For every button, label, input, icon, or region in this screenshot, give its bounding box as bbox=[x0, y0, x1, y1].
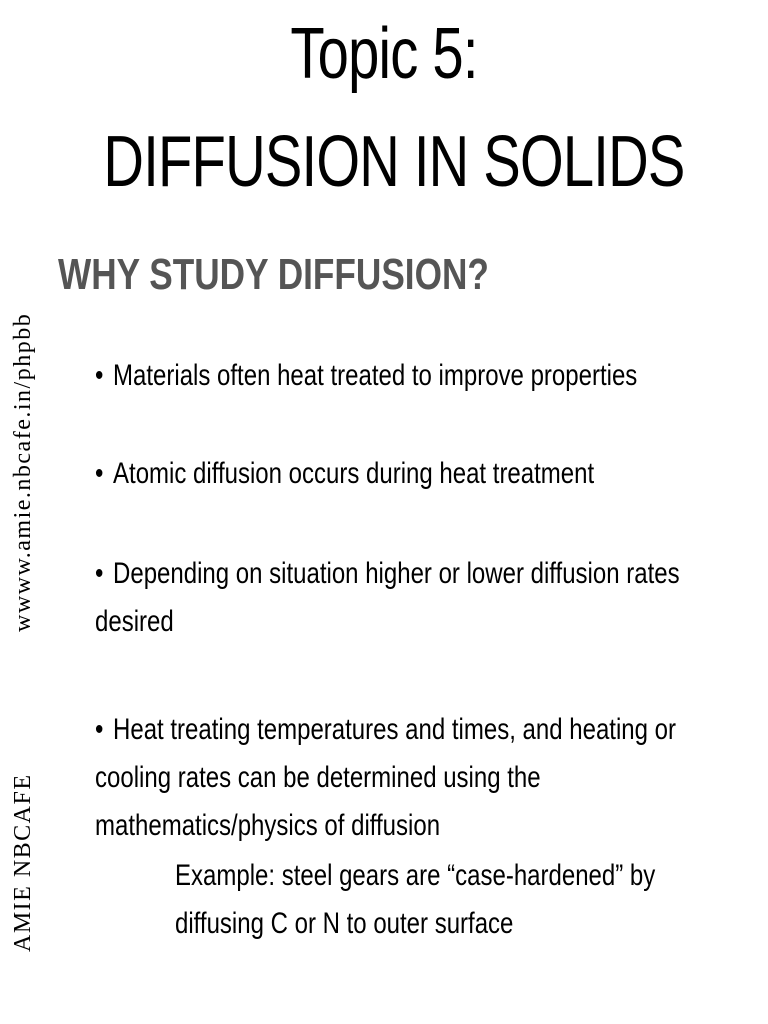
bullet-dot: • bbox=[95, 713, 104, 746]
slide-title-line-2: DIFFUSION IN SOLIDS bbox=[103, 122, 685, 202]
example-line-2: diffusing C or N to outer surface bbox=[175, 907, 514, 940]
bullet-dot: • bbox=[95, 557, 104, 590]
bullet-item bbox=[95, 450, 735, 498]
bullet-text: Depending on situation higher or lower diffusion rates desired bbox=[95, 557, 680, 638]
bullet-dot: • bbox=[95, 457, 104, 490]
example-line-1: Example: steel gears are “case-hardened” by bbox=[175, 859, 656, 892]
slide-title-line-1: Topic 5: bbox=[290, 14, 478, 94]
bullet-dot: • bbox=[95, 359, 104, 392]
bullet-text: Atomic diffusion occurs during heat treatment bbox=[113, 457, 595, 490]
section-heading: WHY STUDY DIFFUSION? bbox=[58, 250, 489, 299]
bullet-item bbox=[95, 352, 735, 400]
bullet-item bbox=[95, 550, 735, 646]
bullet-text: Materials often heat treated to improve properties bbox=[113, 359, 638, 392]
bullet-item bbox=[95, 706, 735, 850]
bullet-text: Heat treating temperatures and times, and heating or cooling rates can be determined using the mathematics/physics of diffusion bbox=[95, 713, 677, 842]
watermark-url: wwww.amie.nbcafe.in/phpbb bbox=[10, 312, 36, 632]
example-note bbox=[175, 852, 735, 948]
watermark-name: AMIE NBCAFE bbox=[10, 773, 36, 952]
